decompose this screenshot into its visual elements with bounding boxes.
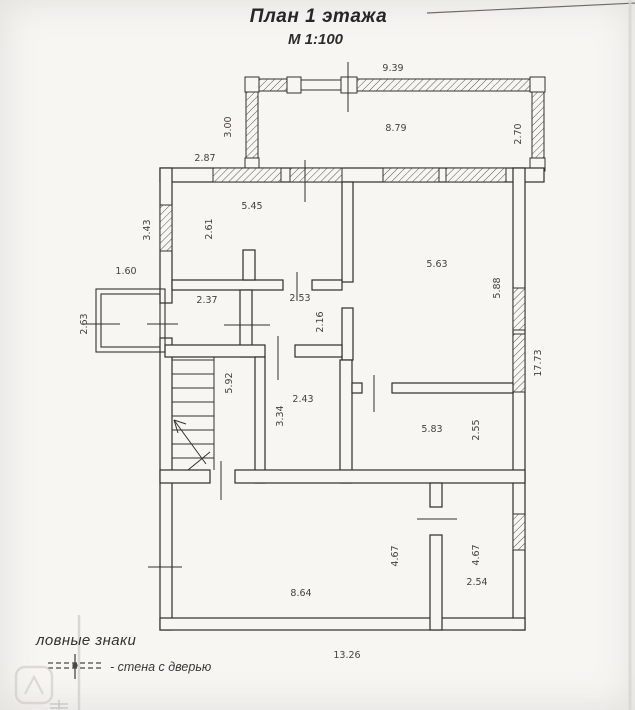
legend-partial-row [50,700,68,710]
wall-with-door-symbol [48,654,102,679]
dim-hall-center-width: 2.53 [289,293,311,304]
porch-walls [96,289,165,352]
legend-wall-with-door-label: - стена с дверью [110,660,212,674]
dim-right-side-total: 17.73 [533,349,544,377]
dim-room-center-height: 3.34 [275,405,286,427]
dim-bottom-total: 13.26 [333,650,361,661]
door-ticks [84,160,457,567]
dim-room-midright-width: 5.83 [421,424,443,435]
dim-room-bottomright-width: 2.54 [466,577,488,588]
dim-terrace-top: 9.39 [382,63,404,74]
dim-top-wall-left: 2.87 [194,153,216,164]
plan-scale: М 1:100 [287,31,344,48]
dimension-labels [79,63,544,661]
dim-hallway-width: 2.37 [196,295,218,306]
dim-terrace-right-depth: 2.70 [513,123,524,145]
dim-left-window: 3.43 [142,219,153,241]
dim-room-midright-height: 2.55 [471,419,482,441]
watermark-logo [16,667,52,703]
legend-heading: ловные знаки [36,632,137,649]
dim-room-bottom-height: 4.67 [390,545,401,567]
dim-stair-hall-height: 5.92 [224,372,235,394]
dim-room-big-height: 5.88 [492,277,503,299]
terrace-walls [245,62,545,171]
plan-title: План 1 этажа [249,6,388,27]
staircase [172,357,214,470]
dim-room-center-width: 2.43 [292,394,314,405]
dim-room-bottomright-height: 4.67 [471,544,482,566]
dim-room-big-width: 5.63 [426,259,448,270]
dim-room-topleft-width: 5.45 [241,201,263,212]
dim-terrace-inner-width: 8.79 [385,123,407,134]
dim-porch-width: 1.60 [115,266,137,277]
dim-terrace-left-depth: 3.00 [223,116,234,138]
dim-hall-center-height: 2.16 [315,311,326,333]
dim-room-topleft-height: 2.61 [204,218,215,240]
dim-porch-depth: 2.63 [79,313,90,335]
dim-room-bottom-width: 8.64 [290,588,312,599]
